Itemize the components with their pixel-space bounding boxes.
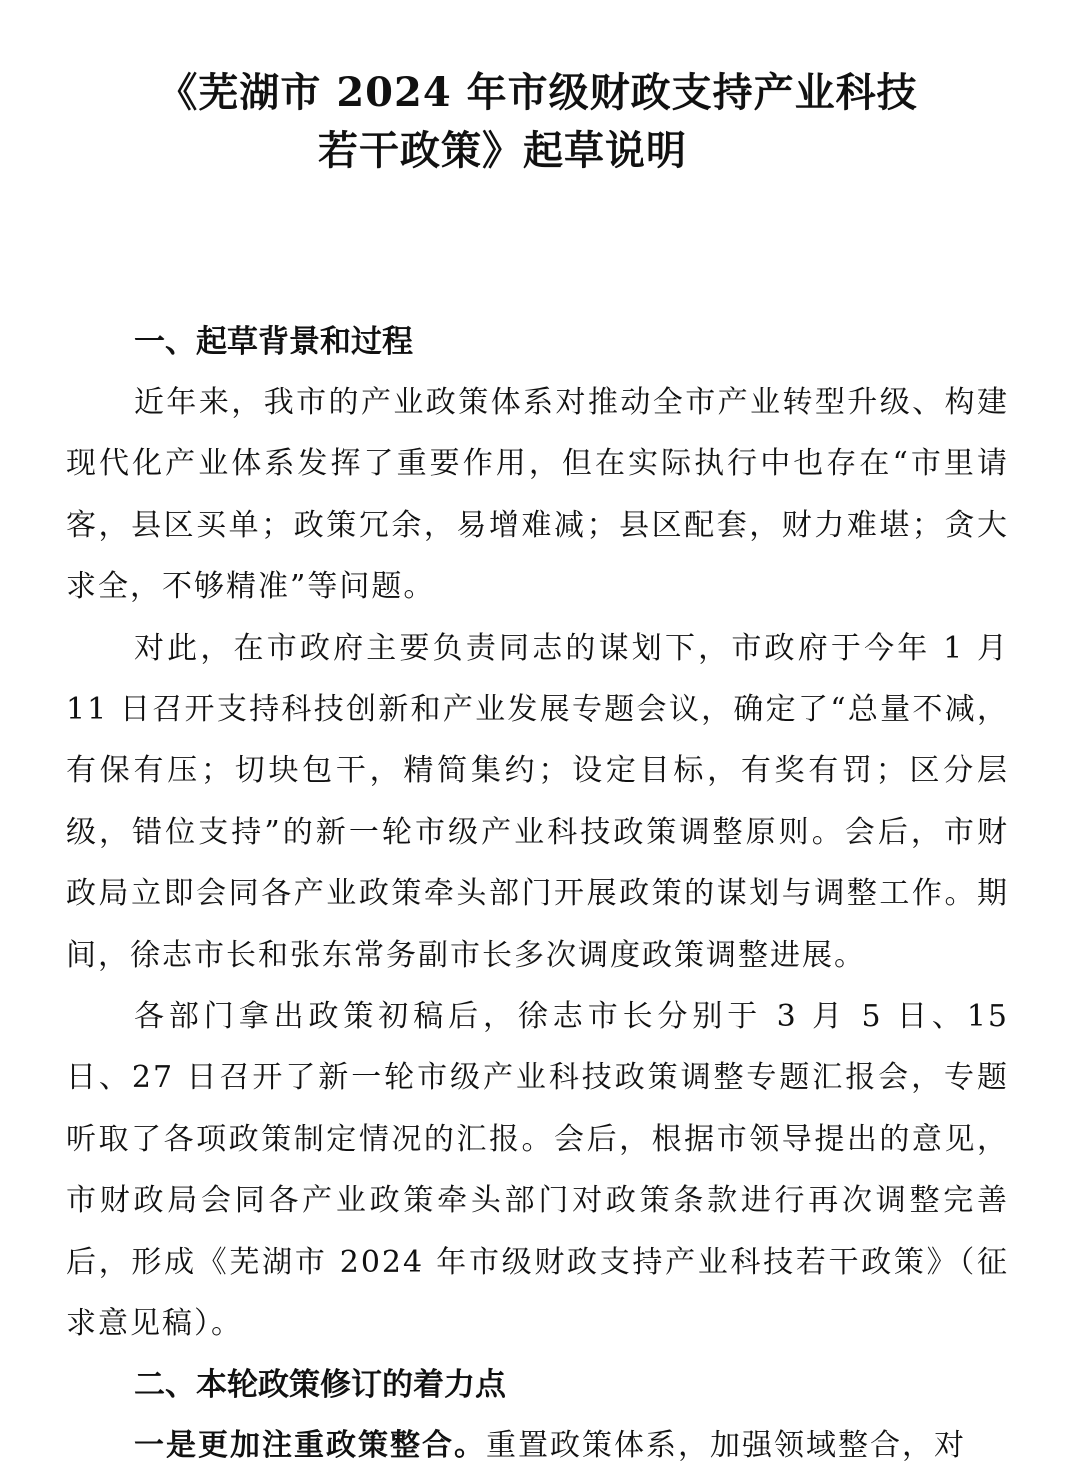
section-heading-focus-points: 二、本轮政策修订的着力点: [134, 1366, 506, 1403]
title-line-2: 若干政策》起草说明: [318, 127, 687, 174]
document-title: [66, 64, 1009, 180]
section-heading-background: 一、起草背景和过程: [134, 324, 413, 360]
title-line-1: 《芜湖市 2024 年市级财政支持产业科技: [157, 69, 918, 116]
paragraph-background-problems: 近年来，我市的产业政策体系对推动全市产业转型升级、构建现代化产业体系发挥了重要作用，但在实际执行中也存在“市里请客，县区买单；政策冗余，易增难减；县区配套，财力难堪；贪大求全，不够精准”等问题。: [66, 385, 1009, 605]
paragraph-policy-integration: [66, 1415, 1009, 1476]
paragraph-drafting-process: 各部门拿出政策初稿后，徐志市长分别于 3 月 5 日、15 日、27 日召开了新一轮市级产业科技政策调整专题汇报会，专题听取了各项政策制定情况的汇报。会后，根据市领导提出的意见，市财政局会同各产业政策牵头部门对政策条款进行再次调整完善后，形成《芜湖市 2024 年市级财政支持产业科技若干政策》（征求意见稿）。: [66, 999, 1009, 1342]
paragraph-meeting-principles: 对此，在市政府主要负责同志的谋划下，市政府于今年 1 月 11 日召开支持科技创新和产业发展专题会议，确定了“总量不减，有保有压；切块包干，精简集约；设定目标，有奖有罚；区分层级，错位支持”的新一轮市级产业科技政策调整原则。会后，市财政局立即会同各产业政策牵头部门开展政策的谋划与调整工作。期间，徐志市长和张东常务副市长多次调度政策调整进展。: [66, 630, 1009, 973]
point-one-text: 重置政策体系，加强领域整合，对: [486, 1427, 966, 1463]
point-one-lead: 一是更加注重政策整合。: [134, 1427, 486, 1463]
